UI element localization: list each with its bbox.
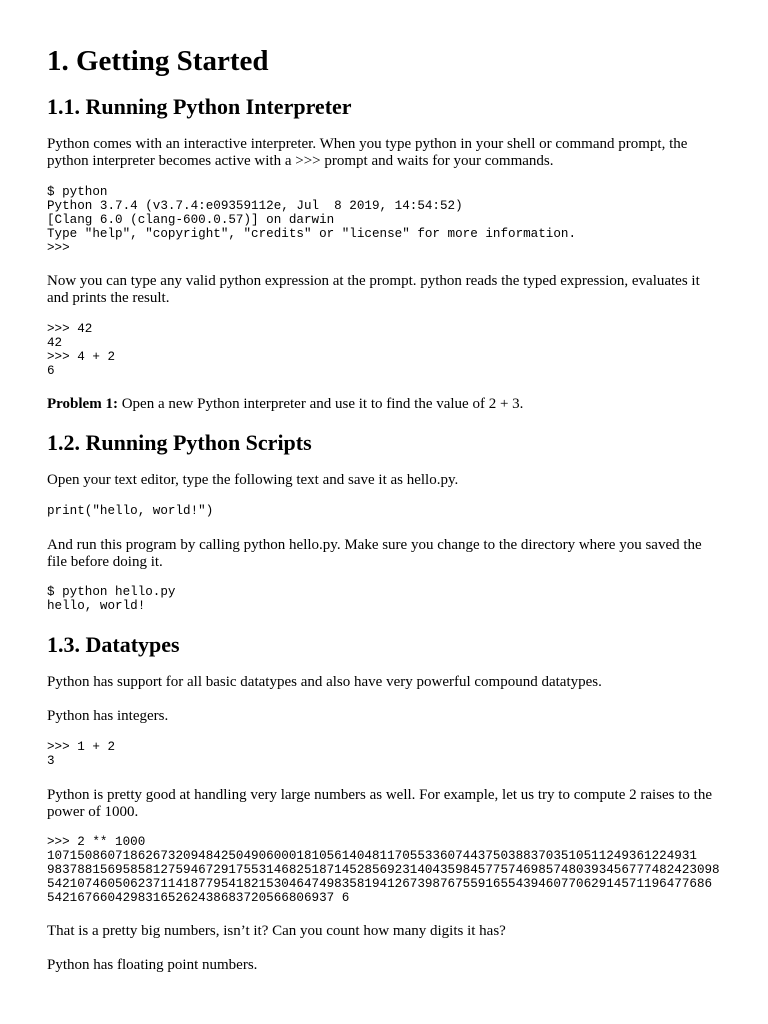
code-block-hello-print: print("hello, world!") [47, 504, 214, 518]
paragraph-integers: Python has integers. [47, 708, 169, 724]
paragraph-floating-point: Python has floating point numbers. [47, 957, 258, 973]
code-block-python-start: $ python Python 3.7.4 (v3.7.4:e09359112e, Jul 8 2019, 14:54:52) [Clang 6.0 (clang-600.0.57)] on darwin Type "help", "copyright", "credits" or "license" for more information. >>> [47, 185, 577, 255]
paragraph-large-numbers: Python is pretty good at handling very large numbers as well. For example, let us try to compute 2 raises to the power of 1000. [47, 787, 713, 820]
section-heading-datatypes: 1.3. Datatypes [47, 632, 180, 657]
paragraph-run-program: And run this program by calling python hello.py. Make sure you change to the directory where you saved the file before doing it. [47, 537, 702, 570]
paragraph-type-expression: Now you can type any valid python expression at the prompt. python reads the typed expression, evaluates it and prints the result. [47, 273, 700, 306]
code-block-addition: >>> 1 + 2 3 [47, 740, 116, 768]
page-title: 1. Getting Started [47, 45, 269, 77]
code-block-run-hello: $ python hello.py hello, world! [47, 585, 176, 613]
problem-label: Problem 1: [47, 396, 118, 412]
code-block-expressions: >>> 42 42 >>> 4 + 2 6 [47, 322, 116, 378]
paragraph-open-editor: Open your text editor, type the following text and save it as hello.py. [47, 472, 459, 488]
problem-1 [47, 396, 723, 413]
section-heading-running-scripts: 1.2. Running Python Scripts [47, 430, 312, 455]
paragraph-interpreter-intro: Python comes with an interactive interpreter. When you type python in your shell or command prompt, the python interpreter becomes active with a >>> prompt and waits for your commands. [47, 136, 688, 169]
paragraph-big-number-question: That is a pretty big numbers, isn’t it? Can you count how many digits it has? [47, 923, 506, 939]
problem-text: Open a new Python interpreter and use it to find the value of 2 + 3. [117, 396, 524, 412]
code-block-power-1000: >>> 2 ** 1000 10715086071862673209484250490600018105614048117055336074437503883703510511249361224931 98378815695858127594672917553146825187145285692314043598457757469857480393456777482423098 5421074605062371141877954182153046474983581941267398767559165543946077062914571196477686 54216766042983165262438683720566806937 6 [47, 835, 720, 905]
paragraph-datatypes-support: Python has support for all basic datatypes and also have very powerful compound datatypes. [47, 674, 602, 690]
section-heading-running-interpreter: 1.1. Running Python Interpreter [47, 94, 352, 119]
